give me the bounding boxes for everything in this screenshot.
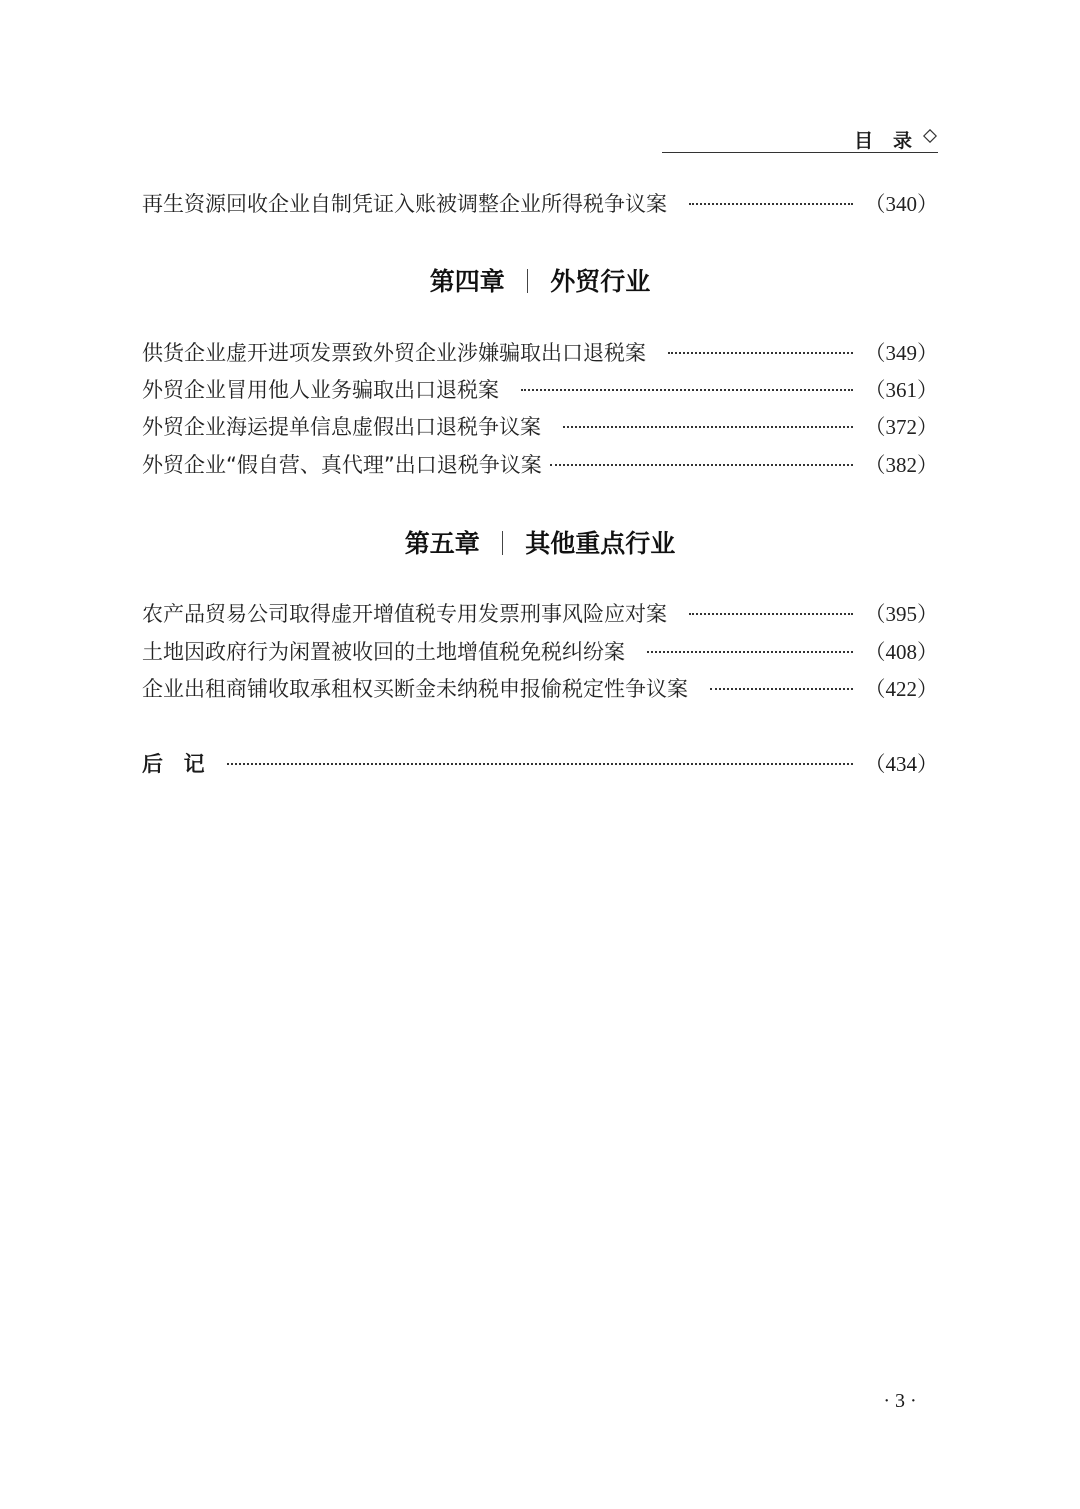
chapter-separator bbox=[527, 269, 529, 293]
dot-leader bbox=[563, 426, 853, 428]
chapter-number: 第四章 bbox=[429, 267, 505, 296]
running-header bbox=[662, 124, 938, 153]
toc-entry-page: （382） bbox=[864, 453, 938, 477]
toc-entry[interactable] bbox=[142, 598, 938, 628]
dot-leader bbox=[668, 352, 853, 354]
toc-entry[interactable] bbox=[142, 411, 938, 441]
toc-entry-title: 供货企业虚开进项发票致外贸企业涉嫌骗取出口退税案 bbox=[142, 341, 646, 365]
toc-entry[interactable] bbox=[142, 449, 938, 479]
dot-leader bbox=[647, 651, 853, 653]
chapter-separator bbox=[502, 531, 504, 555]
toc-entry-afterword[interactable] bbox=[142, 748, 938, 778]
chapter-number: 第五章 bbox=[404, 529, 480, 558]
toc-entry-title: 外贸企业海运提单信息虚假出口退税争议案 bbox=[142, 415, 541, 439]
dot-leader bbox=[227, 763, 853, 765]
toc-entry-title: 企业出租商铺收取承租权买断金未纳税申报偷税定性争议案 bbox=[142, 677, 688, 701]
dot-leader bbox=[710, 688, 853, 690]
chapter-name: 其他重点行业 bbox=[525, 529, 676, 558]
toc-entry-title: 农产品贸易公司取得虚开增值税专用发票刑事风险应对案 bbox=[142, 602, 667, 626]
toc-entry[interactable] bbox=[142, 374, 938, 404]
toc-entry[interactable] bbox=[142, 673, 938, 703]
toc-entry-page: （340） bbox=[864, 192, 938, 216]
dot-leader bbox=[689, 613, 853, 615]
toc-entry-title: 土地因政府行为闲置被收回的土地增值税免税纠纷案 bbox=[142, 640, 625, 664]
toc-entry-title: 再生资源回收企业自制凭证入账被调整企业所得税争议案 bbox=[142, 192, 667, 216]
toc-entry-page: （361） bbox=[864, 378, 938, 402]
toc-entry-page: （349） bbox=[864, 341, 938, 365]
page-number: · 3 · bbox=[883, 1390, 917, 1412]
toc-entry-page: （372） bbox=[864, 415, 938, 439]
toc-entry-title: 外贸企业“假自营、真代理”出口退税争议案 bbox=[142, 453, 542, 477]
toc-entry-page: （422） bbox=[864, 677, 938, 701]
toc-entry[interactable] bbox=[142, 337, 938, 367]
running-header-title: 目 录 bbox=[854, 130, 912, 152]
chapter-name: 外贸行业 bbox=[550, 267, 651, 296]
toc-entry[interactable] bbox=[142, 636, 938, 666]
diamond-outline-icon bbox=[923, 129, 937, 143]
dot-leader bbox=[550, 464, 853, 466]
afterword-title: 后 记 bbox=[142, 752, 207, 776]
toc-entry[interactable] bbox=[142, 188, 938, 218]
chapter-heading bbox=[0, 524, 1080, 560]
toc-entry-page: （395） bbox=[864, 602, 938, 626]
toc-entry-title: 外贸企业冒用他人业务骗取出口退税案 bbox=[142, 378, 499, 402]
dot-leader bbox=[521, 389, 853, 391]
afterword-page: （434） bbox=[864, 752, 938, 776]
chapter-heading bbox=[0, 262, 1080, 298]
toc-entry-page: （408） bbox=[864, 640, 938, 664]
dot-leader bbox=[689, 203, 853, 205]
